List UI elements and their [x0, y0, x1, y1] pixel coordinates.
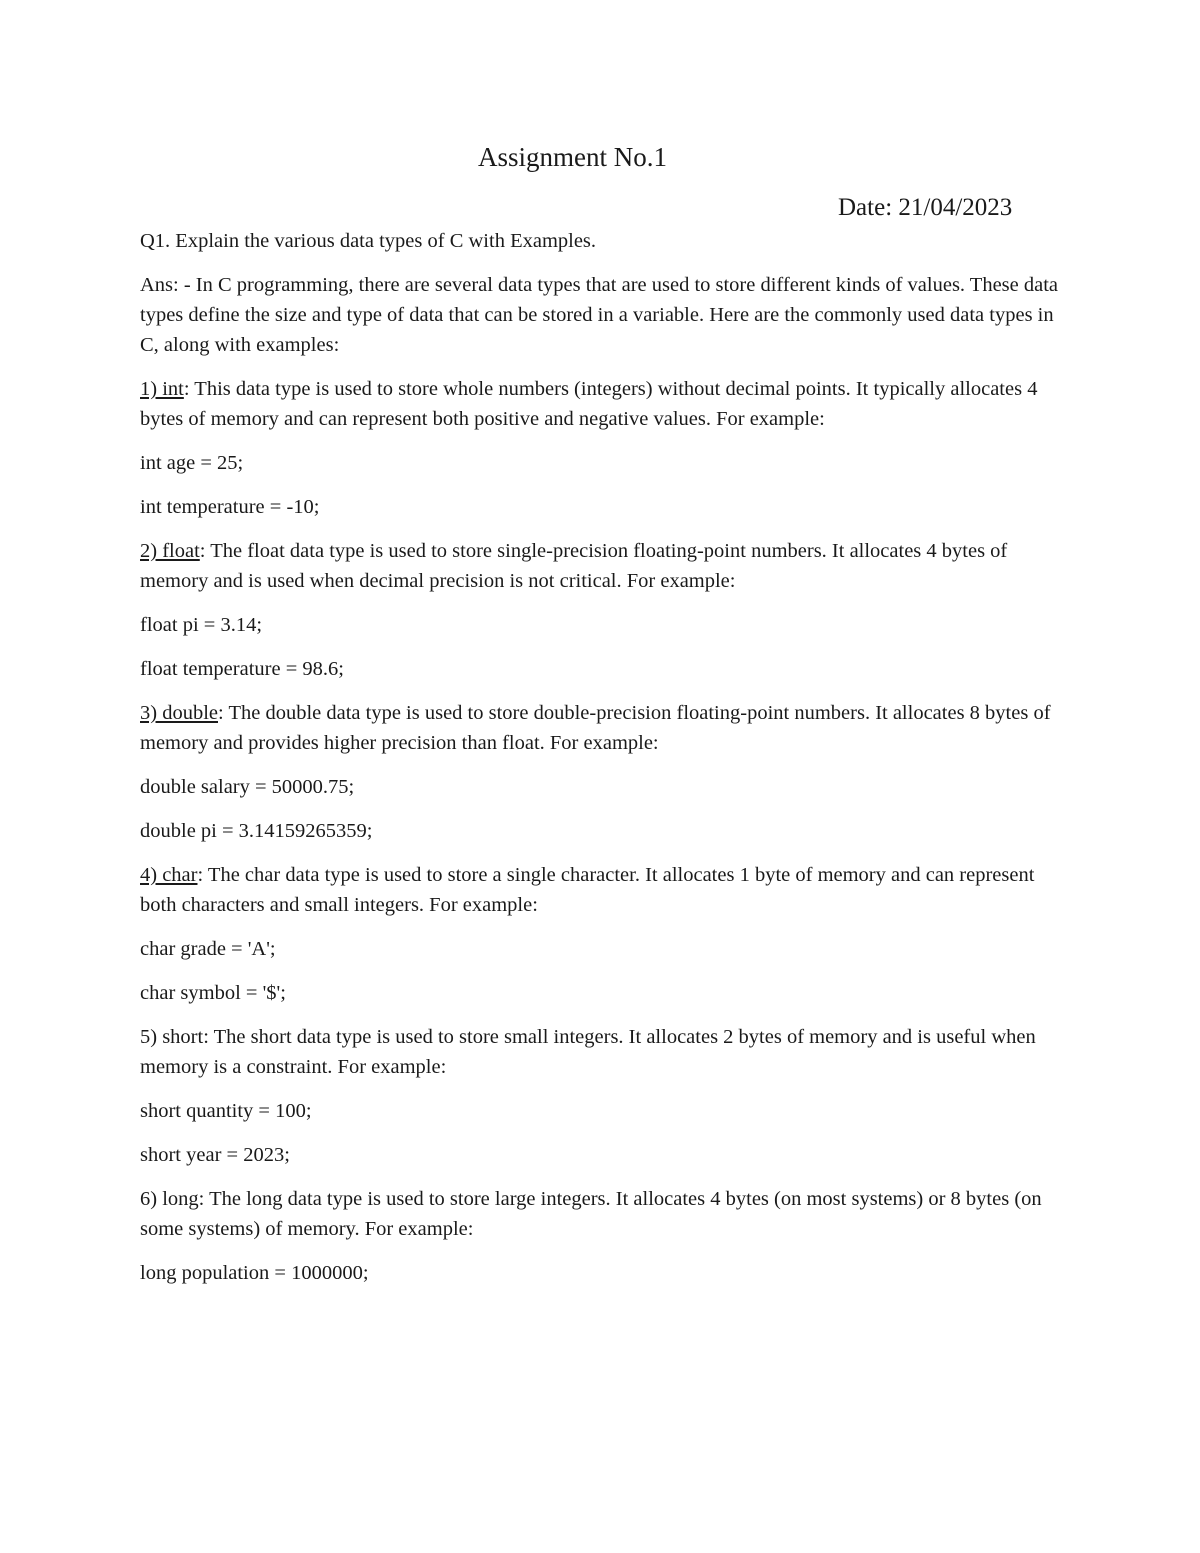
code-example: double salary = 50000.75;: [140, 776, 355, 798]
code-example: float pi = 3.14;: [140, 614, 263, 636]
section-double-description: : The double data type is used to store double-precision floating-point numbers. It allocates 8 bytes of memory and provides higher precision than float. For example:: [140, 702, 1051, 754]
document-body: [140, 226, 1065, 1302]
section-float: [140, 536, 1065, 596]
code-example: char grade = 'A';: [140, 938, 276, 960]
section-int: [140, 374, 1065, 434]
section-char-description: : The char data type is used to store a single character. It allocates 1 byte of memory and can represent both characters and small integers. For example:: [140, 864, 1035, 916]
code-example: int age = 25;: [140, 452, 244, 474]
answer-intro: Ans: - In C programming, there are several data types that are used to store different kinds of values. These data types define the size and type of data that can be stored in a variable. Here are the commonly used data types in C, along with examples:: [140, 274, 1059, 356]
section-int-description: : This data type is used to store whole numbers (integers) without decimal points. It typically allocates 4 bytes of memory and can represent both positive and negative values. For example:: [140, 378, 1038, 430]
code-example: long population = 1000000;: [140, 1262, 369, 1284]
section-short: 5) short: The short data type is used to store small integers. It allocates 2 bytes of memory and is useful when memory is a constraint. For example:: [140, 1026, 1036, 1078]
code-example: short quantity = 100;: [140, 1100, 312, 1122]
section-double: [140, 698, 1065, 758]
code-example: int temperature = -10;: [140, 496, 320, 518]
section-char: [140, 860, 1065, 920]
page-title: Assignment No.1: [478, 142, 667, 172]
section-int-heading: 1) int: [140, 378, 184, 400]
code-example: double pi = 3.14159265359;: [140, 820, 373, 842]
code-example: char symbol = '$';: [140, 982, 286, 1004]
question-text: Q1. Explain the various data types of C with Examples.: [140, 230, 597, 252]
section-long: 6) long: The long data type is used to store large integers. It allocates 4 bytes (on most systems) or 8 bytes (on some systems) of memory. For example:: [140, 1188, 1042, 1240]
section-char-heading: 4) char: [140, 864, 198, 886]
section-float-heading: 2) float: [140, 540, 200, 562]
code-example: short year = 2023;: [140, 1144, 290, 1166]
section-float-description: : The float data type is used to store single-precision floating-point numbers. It allocates 4 bytes of memory and is used when decimal precision is not critical. For example:: [140, 540, 1008, 592]
assignment-date: Date: 21/04/2023: [838, 194, 1013, 221]
code-example: float temperature = 98.6;: [140, 658, 344, 680]
section-double-heading: 3) double: [140, 702, 218, 724]
